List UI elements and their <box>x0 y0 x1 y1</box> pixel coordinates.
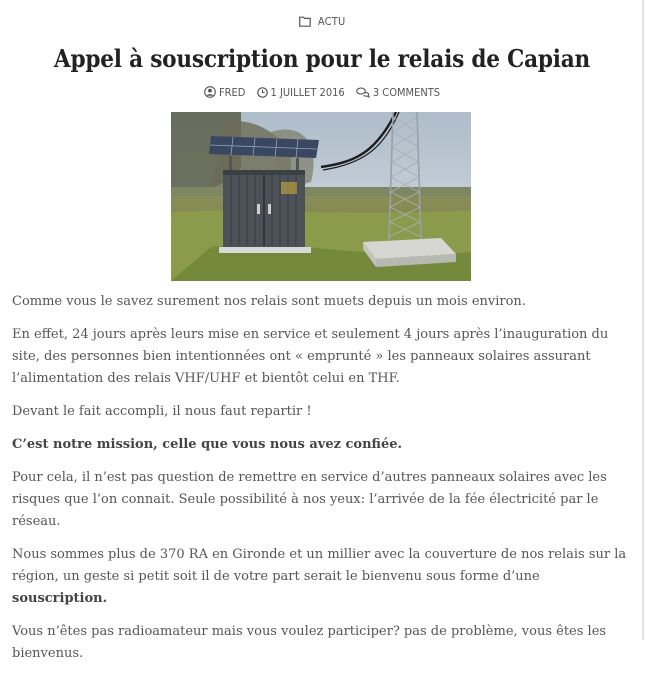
comments-icon <box>356 87 370 101</box>
post-comments <box>356 86 440 101</box>
paragraph-6 <box>12 544 630 610</box>
paragraph-7: Vous n’êtes pas radioamateur mais vous voulez participer? pas de problème, vous êtes les bienvenus. <box>12 624 607 661</box>
post-author <box>204 86 245 101</box>
category-link-actu[interactable]: ACTU <box>317 15 346 28</box>
clock-icon <box>257 87 268 101</box>
author-link[interactable]: FRED <box>218 86 246 99</box>
post-date <box>257 86 345 101</box>
post-meta <box>0 86 644 101</box>
mission-statement: C’est notre mission, celle que vous nous avez confiée. <box>12 437 403 452</box>
featured-image[interactable] <box>171 112 471 281</box>
paragraph-4 <box>12 434 630 456</box>
comments-link[interactable]: 3 COMMENTS <box>372 86 441 99</box>
post-title[interactable]: Appel à souscription pour le relais de Capian <box>53 44 591 73</box>
paragraph-2: En effet, 24 jours après leurs mise en service et seulement 4 jours après l’inauguration du site, des personnes bien intentionnées ont « emprunté » les panneaux solaires assurant l’alimentation des relais VHF/UHF et bientôt celui en THF. <box>12 327 609 386</box>
souscription-emphasis: souscription. <box>12 591 108 606</box>
paragraph-6-text: Nous sommes plus de 370 RA en Gironde et un millier avec la couverture de nos relais sur la région, un geste si petit soit il de votre part serait le bienvenu sous forme d’une <box>12 547 627 584</box>
paragraph-1: Comme vous le savez surement nos relais sont muets depuis un mois environ. <box>12 294 526 309</box>
paragraph-3: Devant le fait accompli, il nous faut repartir ! <box>12 404 312 419</box>
post-content <box>12 291 630 676</box>
user-icon <box>204 86 216 101</box>
folder-icon <box>299 16 311 30</box>
post-category <box>0 15 644 30</box>
paragraph-5: Pour cela, il n’est pas question de remettre en service d’autres panneaux solaires avec les risques que l’on connait. Seule possibilité à nos yeux: l’arrivée de la fée électricité par le réseau. <box>12 470 607 529</box>
date-link[interactable]: 1 JUILLET 2016 <box>270 86 345 99</box>
